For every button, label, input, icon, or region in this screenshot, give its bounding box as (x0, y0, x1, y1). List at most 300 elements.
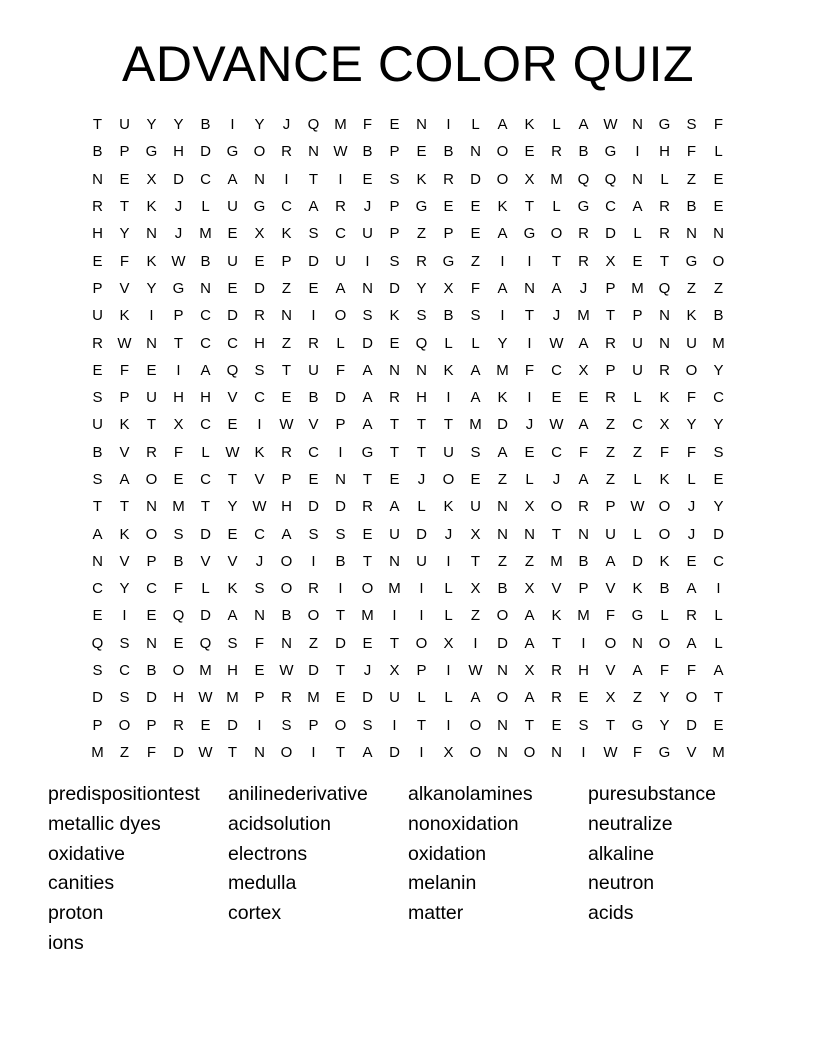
grid-letter: E (389, 471, 400, 488)
grid-letter: I (446, 389, 451, 407)
grid-letter: A (632, 198, 643, 216)
grid-letter: I (500, 307, 505, 325)
grid-letter: M (172, 498, 185, 516)
grid-letter: C (254, 525, 265, 543)
grid-letter: B (443, 143, 454, 161)
grid-letter: W (252, 498, 267, 516)
grid-letter: F (686, 662, 697, 680)
grid-letter: M (496, 361, 509, 379)
grid-letter: A (227, 607, 238, 625)
grid-letter: C (281, 198, 292, 216)
grid-letter: O (172, 662, 185, 680)
grid-letter: S (713, 443, 724, 461)
grid-letter: M (712, 334, 725, 352)
grid-letter: X (524, 498, 535, 516)
word-list-item: oxidation (408, 842, 487, 865)
grid-letter: I (419, 607, 424, 625)
letter-grid (84, 111, 732, 766)
grid-letter: R (308, 334, 319, 352)
grid-letter: N (632, 170, 643, 188)
grid-letter: T (362, 552, 373, 570)
grid-letter: L (552, 198, 561, 216)
grid-letter: X (659, 416, 670, 434)
grid-letter: L (714, 607, 723, 625)
grid-letter: R (92, 334, 103, 352)
grid-letter: C (632, 416, 643, 434)
grid-letter: L (471, 116, 480, 134)
grid-letter: J (417, 471, 426, 488)
grid-letter: A (119, 471, 130, 488)
grid-letter: L (633, 389, 642, 407)
grid-letter: X (470, 525, 481, 543)
grid-letter: Z (281, 279, 292, 297)
grid-letter: P (173, 307, 184, 325)
grid-letter: U (227, 252, 238, 270)
grid-letter: M (199, 662, 212, 680)
grid-letter: P (443, 225, 454, 243)
grid-letter: N (146, 334, 157, 352)
grid-letter: A (470, 689, 481, 707)
grid-letter: S (686, 116, 697, 134)
grid-letter: C (200, 416, 211, 434)
grid-letter: N (281, 634, 292, 652)
grid-letter: S (578, 716, 589, 734)
grid-letter: G (631, 716, 644, 734)
grid-letter: C (146, 580, 157, 598)
grid-letter: T (281, 361, 292, 379)
grid-letter: N (632, 116, 643, 134)
grid-letter: T (335, 607, 346, 625)
grid-letter: M (388, 580, 401, 598)
grid-letter: O (496, 170, 509, 188)
grid-letter: Z (497, 471, 508, 488)
grid-letter: F (686, 143, 697, 161)
grid-letter: L (444, 607, 453, 625)
grid-letter: O (145, 471, 158, 488)
grid-letter: Q (172, 607, 185, 625)
grid-letter: K (659, 471, 670, 488)
word-list (48, 780, 788, 959)
word-list-item: melanin (408, 872, 477, 895)
grid-letter: S (92, 471, 103, 488)
grid-letter: R (308, 580, 319, 598)
grid-letter: E (227, 416, 238, 434)
grid-letter: A (524, 689, 535, 707)
grid-letter: O (280, 743, 293, 761)
grid-letter: R (578, 225, 589, 243)
grid-letter: E (92, 252, 103, 270)
grid-letter: R (92, 198, 103, 216)
grid-letter: Z (416, 225, 427, 243)
grid-letter: F (659, 662, 670, 680)
grid-letter: N (92, 552, 103, 570)
grid-letter: V (686, 743, 697, 761)
grid-letter: B (497, 580, 508, 598)
grid-letter: I (392, 607, 397, 625)
grid-letter: C (308, 443, 319, 461)
grid-letter: G (577, 198, 590, 216)
grid-letter: P (605, 498, 616, 516)
grid-letter: F (362, 116, 373, 134)
grid-letter: R (551, 662, 562, 680)
grid-letter: F (146, 743, 157, 761)
grid-letter: P (389, 225, 400, 243)
grid-letter: O (415, 634, 428, 652)
grid-letter: E (308, 471, 319, 488)
grid-letter: E (362, 634, 373, 652)
grid-letter: S (308, 225, 319, 243)
grid-letter: N (146, 498, 157, 516)
grid-letter: J (174, 225, 183, 243)
grid-letter: E (470, 471, 481, 488)
grid-letter: U (308, 361, 319, 379)
grid-letter: P (254, 689, 265, 707)
grid-letter: L (444, 689, 453, 707)
grid-row (84, 111, 732, 138)
grid-letter: E (173, 471, 184, 488)
grid-letter: A (470, 389, 481, 407)
grid-letter: O (658, 525, 671, 543)
grid-letter: A (578, 416, 589, 434)
grid-letter: L (714, 634, 723, 652)
grid-letter: O (280, 580, 293, 598)
grid-letter: Z (686, 170, 697, 188)
grid-letter: Z (470, 607, 481, 625)
grid-letter: C (335, 225, 346, 243)
grid-letter: E (551, 716, 562, 734)
grid-letter: I (122, 607, 127, 625)
grid-letter: S (470, 443, 481, 461)
grid-letter: T (227, 743, 238, 761)
grid-letter: R (551, 143, 562, 161)
grid-letter: O (469, 743, 482, 761)
grid-letter: R (578, 252, 589, 270)
grid-letter: T (92, 498, 103, 516)
grid-letter: T (605, 716, 616, 734)
grid-letter: U (389, 689, 400, 707)
grid-letter: Q (604, 170, 617, 188)
grid-letter: F (632, 743, 643, 761)
grid-row (84, 548, 732, 575)
grid-letter: O (496, 143, 509, 161)
grid-letter: N (551, 743, 562, 761)
grid-letter: S (362, 307, 373, 325)
grid-letter: A (362, 743, 373, 761)
grid-letter: V (200, 552, 211, 570)
grid-letter: U (335, 252, 346, 270)
grid-letter: F (686, 389, 697, 407)
grid-letter: I (338, 443, 343, 461)
grid-letter: R (335, 198, 346, 216)
grid-letter: A (713, 662, 724, 680)
grid-letter: V (119, 443, 130, 461)
grid-letter: B (146, 662, 157, 680)
grid-letter: V (119, 552, 130, 570)
grid-letter: D (362, 334, 373, 352)
grid-letter: O (685, 689, 698, 707)
grid-letter: C (551, 443, 562, 461)
grid-letter: Z (605, 471, 616, 488)
word-list-item: anilinederivative (228, 783, 368, 805)
grid-letter: D (173, 743, 184, 761)
grid-letter: K (497, 389, 508, 407)
grid-letter: C (551, 361, 562, 379)
grid-letter: U (119, 116, 130, 134)
grid-letter: W (198, 689, 213, 707)
grid-letter: B (362, 143, 373, 161)
grid-letter: B (686, 198, 697, 216)
grid-letter: Y (119, 225, 130, 243)
grid-letter: G (658, 116, 671, 134)
grid-letter: M (550, 552, 563, 570)
grid-letter: E (92, 361, 103, 379)
grid-letter: X (443, 279, 454, 297)
grid-row (84, 575, 732, 602)
grid-letter: K (443, 361, 454, 379)
grid-letter: O (658, 634, 671, 652)
grid-letter: R (551, 689, 562, 707)
grid-letter: V (254, 471, 265, 488)
grid-letter: I (446, 716, 451, 734)
grid-letter: Q (226, 361, 239, 379)
grid-letter: L (336, 334, 345, 352)
grid-letter: L (417, 689, 426, 707)
grid-letter: E (470, 198, 481, 216)
grid-row (84, 357, 732, 384)
grid-row (84, 466, 732, 493)
grid-letter: T (335, 662, 346, 680)
grid-letter: Y (713, 416, 724, 434)
grid-letter: S (362, 716, 373, 734)
grid-letter: O (334, 307, 347, 325)
grid-letter: Z (686, 279, 697, 297)
grid-letter: E (362, 170, 373, 188)
grid-letter: G (658, 743, 671, 761)
grid-letter: J (687, 525, 696, 543)
grid-letter: B (308, 389, 319, 407)
grid-letter: T (119, 498, 130, 516)
grid-letter: A (200, 361, 211, 379)
grid-letter: K (524, 116, 535, 134)
grid-letter: H (659, 143, 670, 161)
grid-letter: L (201, 198, 210, 216)
grid-letter: L (444, 580, 453, 598)
grid-letter: W (603, 743, 618, 761)
grid-letter: Z (713, 279, 724, 297)
grid-letter: D (605, 225, 616, 243)
grid-letter: U (92, 416, 103, 434)
grid-letter: U (605, 525, 616, 543)
grid-letter: I (581, 743, 586, 761)
grid-letter: E (632, 252, 643, 270)
grid-letter: Q (199, 634, 212, 652)
grid-letter: V (227, 552, 238, 570)
grid-letter: T (335, 743, 346, 761)
grid-letter: J (687, 498, 696, 516)
grid-letter: R (605, 334, 616, 352)
grid-letter: U (227, 198, 238, 216)
grid-letter: I (473, 634, 478, 652)
grid-letter: F (173, 443, 184, 461)
grid-letter: A (389, 498, 400, 516)
grid-row (84, 247, 732, 274)
grid-letter: T (119, 198, 130, 216)
grid-letter: I (149, 307, 154, 325)
grid-letter: A (497, 225, 508, 243)
word-list-item: acidsolution (228, 812, 331, 835)
grid-letter: Y (686, 416, 697, 434)
grid-letter: T (443, 416, 454, 434)
grid-letter: D (335, 389, 346, 407)
grid-letter: C (92, 580, 103, 598)
grid-letter: X (254, 225, 265, 243)
grid-letter: I (338, 580, 343, 598)
grid-letter: N (713, 225, 724, 243)
grid-letter: M (469, 416, 482, 434)
grid-letter: W (468, 662, 483, 680)
grid-row (84, 138, 732, 165)
grid-letter: E (119, 170, 130, 188)
grid-letter: N (308, 143, 319, 161)
grid-row (84, 411, 732, 438)
grid-letter: W (198, 743, 213, 761)
grid-letter: K (416, 170, 427, 188)
grid-letter: V (119, 279, 130, 297)
grid-letter: E (308, 279, 319, 297)
grid-letter: P (146, 552, 157, 570)
grid-letter: F (254, 634, 265, 652)
grid-letter: Z (605, 416, 616, 434)
grid-letter: E (578, 389, 589, 407)
grid-letter: M (226, 689, 239, 707)
grid-letter: D (308, 662, 319, 680)
grid-letter: I (257, 716, 262, 734)
grid-letter: S (254, 361, 265, 379)
word-list-item: neutron (588, 872, 655, 895)
grid-row (84, 630, 732, 657)
grid-letter: N (335, 471, 346, 488)
grid-letter: J (552, 307, 561, 325)
grid-letter: N (362, 279, 373, 297)
grid-letter: A (551, 279, 562, 297)
grid-letter: P (281, 471, 292, 488)
grid-row (84, 439, 732, 466)
grid-letter: U (443, 443, 454, 461)
grid-letter: I (446, 662, 451, 680)
grid-letter: T (362, 471, 373, 488)
grid-letter: R (443, 170, 454, 188)
grid-letter: T (470, 552, 481, 570)
grid-letter: N (497, 662, 508, 680)
grid-letter: O (361, 580, 374, 598)
grid-letter: Y (254, 116, 265, 134)
grid-letter: S (389, 252, 400, 270)
grid-letter: J (255, 552, 264, 570)
grid-letter: L (417, 498, 426, 516)
grid-letter: P (605, 279, 616, 297)
grid-row (84, 602, 732, 629)
grid-letter: E (713, 198, 724, 216)
grid-letter: P (605, 361, 616, 379)
grid-letter: A (524, 634, 535, 652)
grid-letter: J (363, 662, 372, 680)
grid-letter: F (335, 361, 346, 379)
grid-letter: B (200, 252, 211, 270)
grid-letter: N (524, 279, 535, 297)
grid-letter: P (308, 716, 319, 734)
grid-letter: Z (497, 552, 508, 570)
grid-letter: N (389, 361, 400, 379)
word-list-item: proton (48, 902, 104, 925)
grid-letter: E (713, 170, 724, 188)
grid-letter: T (227, 471, 238, 488)
grid-letter: K (659, 389, 670, 407)
grid-letter: J (552, 471, 561, 488)
grid-letter: E (227, 279, 238, 297)
grid-letter: R (362, 498, 373, 516)
grid-letter: Y (416, 279, 427, 297)
grid-letter: B (578, 552, 589, 570)
grid-letter: W (117, 334, 132, 352)
grid-letter: U (632, 334, 643, 352)
grid-letter: R (146, 443, 157, 461)
grid-letter: Z (524, 552, 535, 570)
grid-letter: S (173, 525, 184, 543)
grid-letter: U (92, 307, 103, 325)
grid-letter: I (311, 552, 316, 570)
grid-letter: K (389, 307, 400, 325)
grid-letter: I (527, 252, 532, 270)
word-list-item: puresubstance (588, 783, 716, 805)
grid-letter: A (281, 525, 292, 543)
grid-letter: M (712, 743, 725, 761)
grid-letter: G (685, 252, 698, 270)
grid-letter: F (173, 580, 184, 598)
grid-letter: O (496, 689, 509, 707)
grid-letter: W (225, 443, 240, 461)
grid-letter: R (659, 361, 670, 379)
grid-row (84, 302, 732, 329)
grid-letter: D (308, 498, 319, 516)
grid-letter: T (551, 525, 562, 543)
grid-letter: E (173, 634, 184, 652)
word-list-item: alkanolamines (408, 783, 533, 805)
grid-letter: Y (173, 116, 184, 134)
grid-letter: O (604, 634, 617, 652)
grid-letter: O (496, 607, 509, 625)
grid-letter: C (200, 307, 211, 325)
grid-letter: N (497, 525, 508, 543)
grid-letter: A (497, 116, 508, 134)
grid-letter: Z (281, 334, 292, 352)
grid-letter: E (146, 361, 157, 379)
grid-letter: W (603, 116, 618, 134)
grid-letter: X (389, 662, 400, 680)
grid-row (84, 275, 732, 302)
grid-letter: O (523, 743, 536, 761)
grid-letter: O (442, 471, 455, 488)
grid-letter: P (281, 252, 292, 270)
grid-letter: L (201, 443, 210, 461)
word-list-item: matter (408, 902, 464, 925)
grid-letter: L (660, 607, 669, 625)
grid-letter: U (416, 552, 427, 570)
grid-letter: B (200, 116, 211, 134)
grid-letter: I (419, 580, 424, 598)
grid-letter: X (524, 170, 535, 188)
grid-letter: M (91, 743, 104, 761)
grid-letter: I (257, 416, 262, 434)
